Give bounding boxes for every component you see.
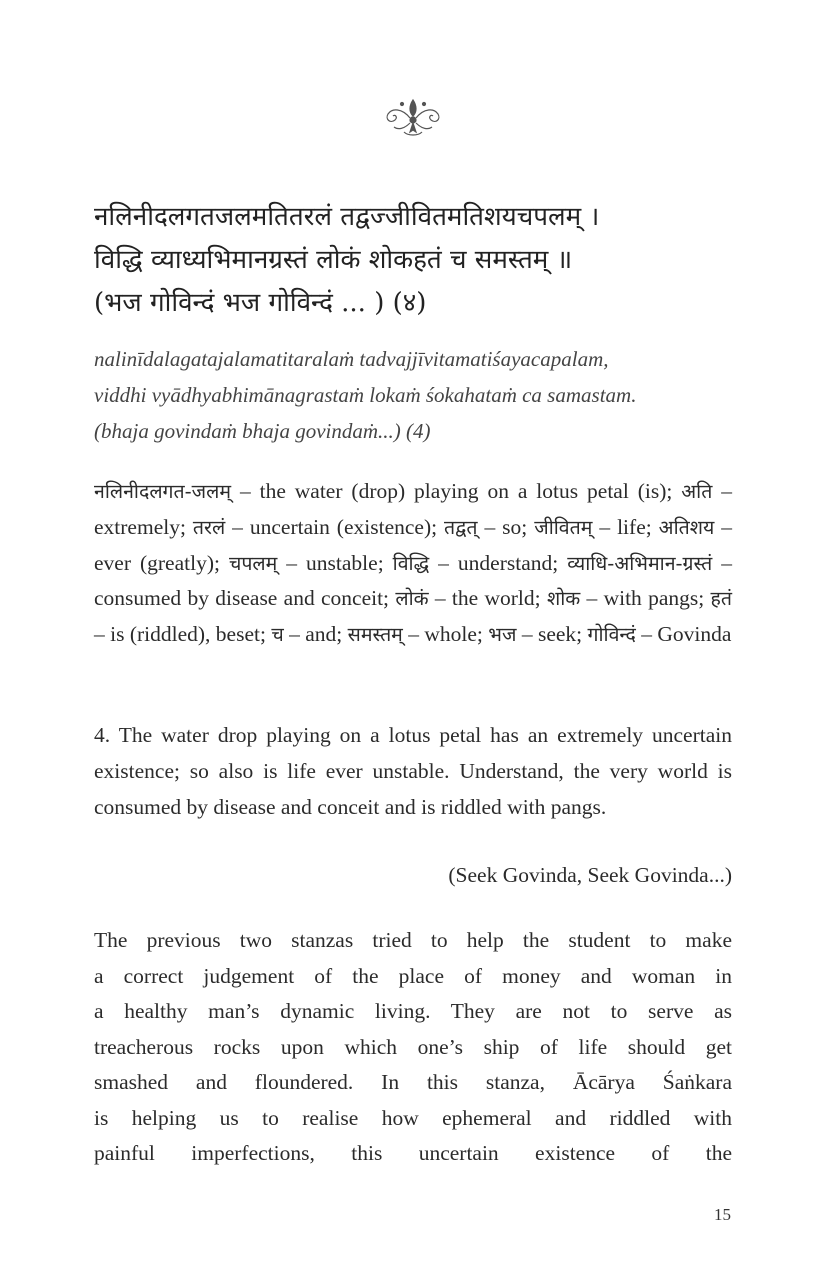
glossary-meaning: – unstable; xyxy=(277,550,393,575)
glossary-meaning: – so; xyxy=(477,514,535,539)
glossary-term: जीवितम् xyxy=(534,515,593,539)
glossary-term: च xyxy=(271,623,284,647)
glossary-meaning: – and; xyxy=(283,622,348,647)
glossary-term: अति xyxy=(681,480,713,503)
commentary-line: a healthy man’s dynamic living. They are not to serve as xyxy=(94,999,732,1023)
glossary-term: विद्धि xyxy=(392,551,430,575)
glossary-meaning: – Govinda xyxy=(635,622,732,647)
glossary-meaning: – the water (drop) playing on a lotus petal (is); xyxy=(231,479,682,503)
glossary-term: अतिशय xyxy=(658,515,715,539)
verse-line: विद्धि व्याध्यभिमानग्रस्तं लोकं शोकहतं च समस्तम् ॥ xyxy=(94,245,573,275)
glossary-meaning: – whole; xyxy=(402,622,489,647)
glossary-meaning: – consumed by disease and conceit; xyxy=(94,550,733,611)
glossary-meaning: – extremely; xyxy=(94,479,732,539)
glossary-paragraph xyxy=(94,474,732,653)
glossary-meaning: – life; xyxy=(592,514,659,539)
commentary-line: smashed and floundered. In this stanza, Ācārya Śaṅkara xyxy=(94,1070,732,1094)
transliteration xyxy=(94,341,734,449)
verse-line: (भज गोविन्दं भज गोविन्दं ... ) (४) xyxy=(94,288,427,318)
transliteration-line: viddhi vyādhyabhimānagrastaṁ lokaṁ śokahataṁ ca samastam. xyxy=(94,383,637,407)
glossary-term: नलिनीदलगत-जलम् xyxy=(94,480,232,503)
commentary-line: a correct judgement of the place of money and woman in xyxy=(94,963,732,988)
commentary-line: The previous two stanzas tried to help the student to make xyxy=(94,928,732,952)
glossary-term: गोविन्दं xyxy=(587,623,636,647)
commentary-line: painful imperfections, this uncertain existence of the xyxy=(94,1141,732,1165)
verse-translation xyxy=(94,718,732,825)
glossary-term: लोकं xyxy=(395,587,429,611)
commentary-line: is helping us to realise how ephemeral and riddled with xyxy=(94,1105,732,1130)
glossary-meaning: – ever (greatly); xyxy=(94,514,733,575)
glossary-meaning: – with pangs; xyxy=(580,586,711,611)
glossary-term: हतं xyxy=(710,587,733,611)
page-number: 15 xyxy=(714,1205,731,1224)
glossary-term: चपलम् xyxy=(228,551,278,575)
floral-ornament-icon xyxy=(382,96,444,138)
transliteration-line: nalinīdalagatajalamatitaralaṁ tadvajjīvitamatiśayacapalam, xyxy=(94,347,609,371)
word-meaning-glossary xyxy=(94,474,732,653)
transliteration-line: (bhaja govindaṁ bhaja govindaṁ...) (4) xyxy=(94,419,431,443)
glossary-meaning: – is (riddled), beset; xyxy=(94,622,272,647)
sanskrit-verse xyxy=(94,196,734,325)
glossary-term: शोक xyxy=(546,587,581,611)
glossary-term: व्याधि-अभिमान-ग्रस्तं xyxy=(567,551,713,575)
glossary-meaning: – uncertain (existence); xyxy=(225,514,445,539)
commentary-line: treacherous rocks upon which one’s ship of life should get xyxy=(94,1034,732,1059)
commentary xyxy=(94,923,732,1172)
glossary-meaning: – seek; xyxy=(516,622,588,647)
glossary-term: तद्वत् xyxy=(444,515,478,539)
glossary-term: भज xyxy=(488,623,517,647)
glossary-term: तरलं xyxy=(192,515,226,539)
glossary-term: समस्तम् xyxy=(347,623,403,647)
refrain: (Seek Govinda, Seek Govinda...) xyxy=(448,863,732,887)
glossary-meaning: – the world; xyxy=(428,586,547,611)
glossary-meaning: – understand; xyxy=(429,550,568,575)
verse-line: नलिनीदलगतजलमतितरलं तद्वज्जीवितमतिशयचपलम् । xyxy=(94,202,600,232)
translation-paragraph: 4. The water drop playing on a lotus petal has an extremely uncertain existence; so also is life ever unstable. Understand, the very world is consumed by disease and conceit and is riddled with pangs. xyxy=(94,723,732,819)
